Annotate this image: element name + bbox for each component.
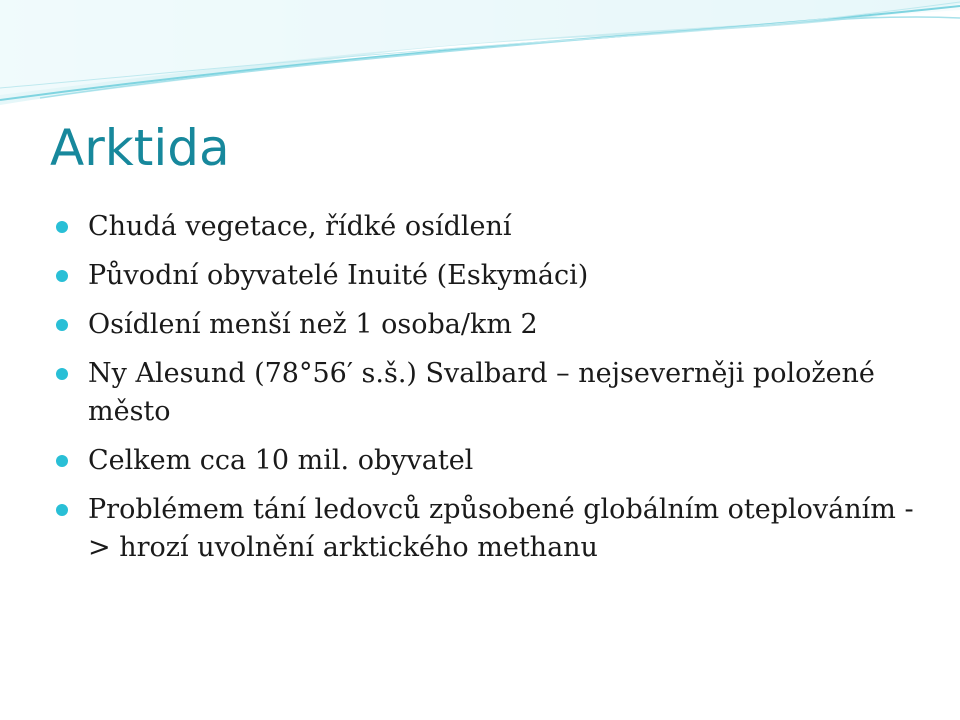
bullet-marker-icon [56, 504, 68, 516]
bullet-text: Chudá vegetace, řídké osídlení [88, 211, 512, 242]
bullet-text: Problémem tání ledovců způsobené globálním oteplováním -> hrozí uvolnění arktického methanu [88, 494, 914, 563]
bullet-marker-icon [56, 368, 68, 380]
bullet-marker-icon [56, 455, 68, 467]
bullet-list [56, 208, 916, 578]
bullet-text: Celkem cca 10 mil. obyvatel [88, 445, 474, 476]
bullet-text: Ny Alesund (78°56′ s.š.) Svalbard – nejseverněji položené město [88, 358, 875, 427]
bullet-text: Původní obyvatelé Inuité (Eskymáci) [88, 260, 589, 291]
header-wave-decoration [0, 0, 960, 120]
bullet-item [56, 442, 916, 480]
bullet-marker-icon [56, 221, 68, 233]
bullet-item [56, 355, 916, 431]
bullet-marker-icon [56, 270, 68, 282]
bullet-item [56, 257, 916, 295]
bullet-item [56, 306, 916, 344]
bullet-item [56, 208, 916, 246]
bullet-item [56, 491, 916, 567]
slide-title: Arktida [50, 119, 230, 177]
bullet-text: Osídlení menší než 1 osoba/km 2 [88, 309, 538, 340]
bullet-marker-icon [56, 319, 68, 331]
